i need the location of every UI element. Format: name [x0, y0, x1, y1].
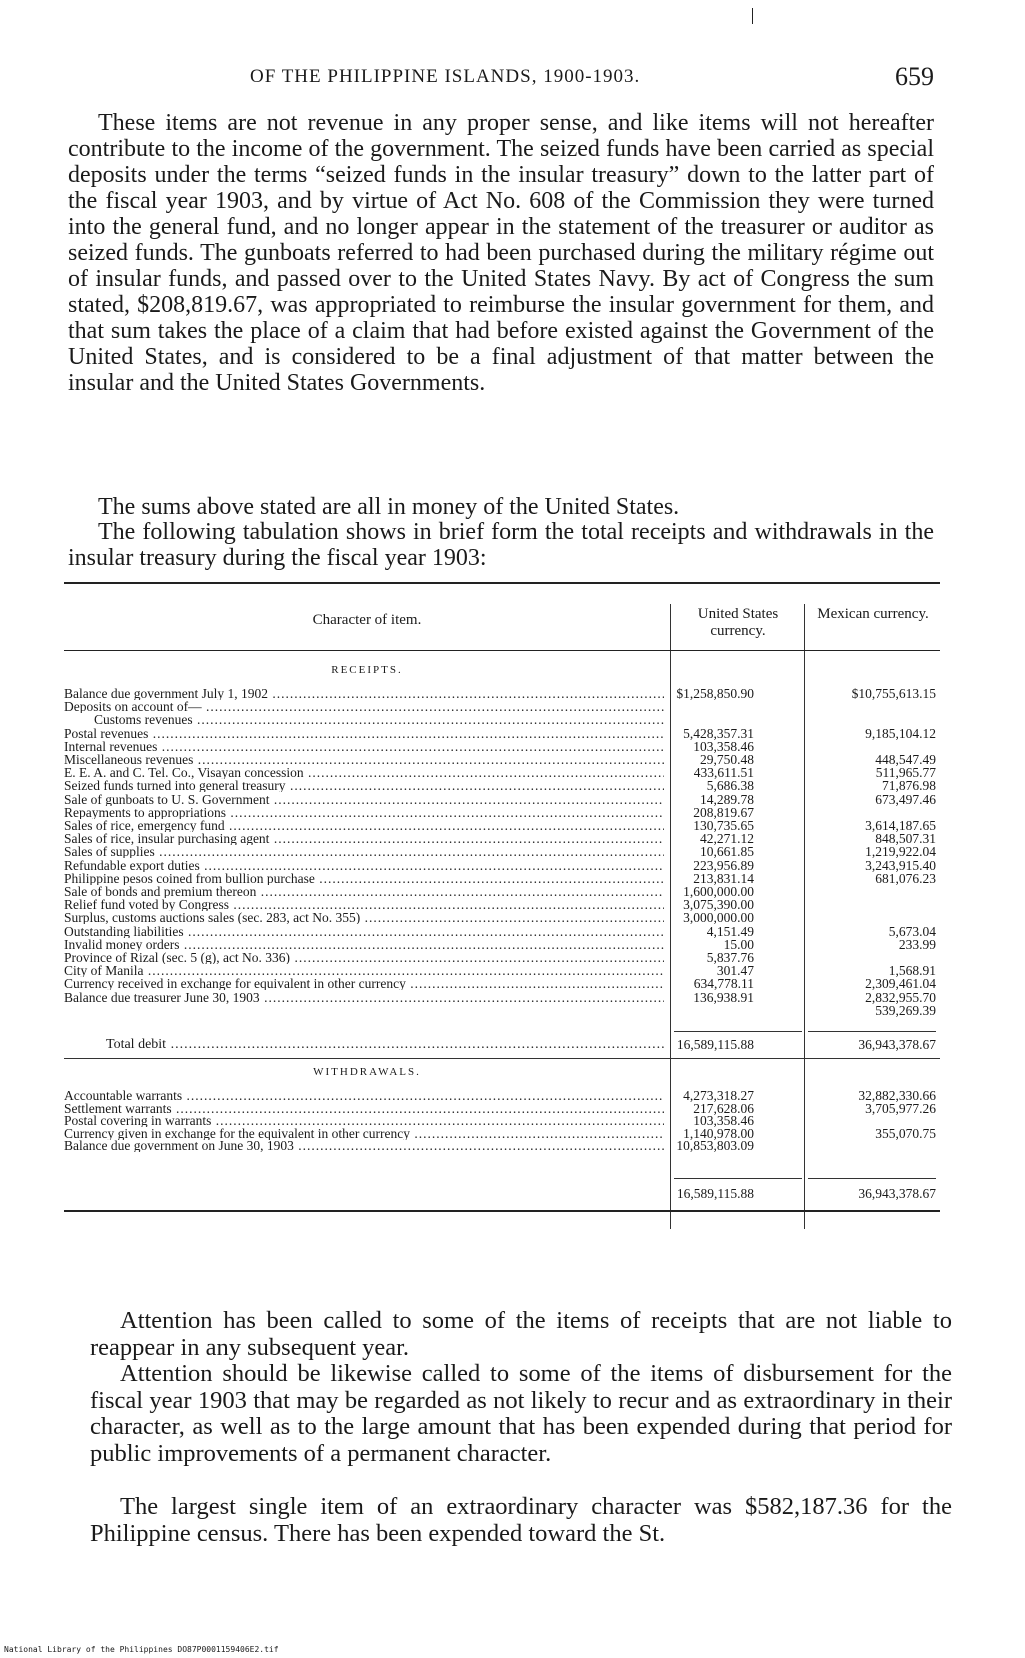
table-row — [64, 923, 940, 939]
table-row — [64, 820, 940, 832]
row-usd-value: 29,750.48 — [700, 752, 754, 767]
withdrawals-label: WITHDRAWALS. — [313, 1066, 421, 1078]
debit-rule-mex — [808, 1031, 936, 1032]
row-usd-value: 433,611.51 — [693, 765, 754, 781]
table-row — [64, 912, 940, 924]
paragraph-sums-stated: The sums above stated are all in money of the United States. — [98, 494, 680, 520]
row-label: Sales of rice, insular purchasing agent ..... — [64, 833, 664, 845]
row-label: Settlement warrants ..... — [64, 1103, 664, 1115]
row-label: Deposits on account of— ..... — [64, 701, 664, 713]
row-label: Outstanding liabilities ..... — [64, 926, 664, 938]
row-mex-value: 233.99 — [898, 936, 936, 952]
row-label: Sales of supplies ..... — [64, 846, 664, 858]
table-row — [64, 846, 940, 858]
table-row — [64, 886, 940, 898]
row-label: Sale of gunboats to U. S. Government ..... — [64, 794, 664, 806]
scan-mark — [752, 8, 753, 24]
row-mex-value: 3,705,977.26 — [865, 1100, 936, 1116]
row-mex-value: 673,497.46 — [875, 791, 936, 807]
table-row — [64, 857, 940, 873]
treasury-table — [64, 582, 940, 1270]
row-usd-value: 10,853,803.09 — [676, 1138, 754, 1153]
page-header — [70, 62, 940, 96]
row-label: Sale of bonds and premium thereon ..... — [64, 886, 664, 898]
table-row — [64, 952, 940, 964]
row-mex-value: 681,076.23 — [875, 870, 936, 886]
row-mex-value: 448,547.49 — [875, 752, 936, 767]
row-usd-value: $1,258,850.90 — [676, 686, 754, 701]
table-row — [64, 791, 940, 807]
row-label: Philippine pesos coined from bullion purchase ..... — [64, 873, 664, 885]
table-row — [64, 688, 940, 700]
row-label: Province of Rizal (sec. 5 (g), act No. 336) ..... — [64, 952, 664, 964]
row-mex-value: 848,507.31 — [875, 831, 936, 847]
row-mex-value: 32,882,330.66 — [858, 1088, 936, 1103]
debit-bottom-rule — [64, 1058, 940, 1059]
row-mex-value: 2,832,955.70 — [865, 989, 936, 1005]
row-usd-value: 217,628.06 — [693, 1100, 754, 1116]
row-label: Customs revenues ..... — [94, 714, 664, 726]
table-row — [64, 701, 940, 713]
row-label: Balance due treasurer June 30, 1903 ..... — [64, 992, 664, 1004]
row-usd-value: 213,831.14 — [693, 870, 754, 886]
row-label: Sales of rice, emergency fund ..... — [64, 820, 664, 832]
table-row — [64, 1125, 940, 1141]
row-mex-value: 9,185,104.12 — [865, 725, 936, 741]
table-bottom-rule — [64, 1210, 940, 1212]
row-mex-value: 3,243,915.40 — [865, 857, 936, 873]
table-row — [64, 965, 940, 977]
table-row — [64, 1140, 940, 1152]
page-number: 659 — [895, 62, 934, 91]
table-row — [64, 1090, 940, 1102]
row-usd-value: 634,778.11 — [693, 976, 754, 992]
row-mex-value: $10,755,613.15 — [851, 686, 936, 701]
table-row — [64, 804, 940, 820]
row-usd-value: 5,428,357.31 — [683, 725, 754, 741]
row-usd-value: 3,075,390.00 — [683, 897, 754, 913]
credit-rule-usd — [674, 1178, 802, 1179]
debit-rule-usd — [674, 1031, 802, 1032]
row-usd-value: 130,735.65 — [693, 818, 754, 833]
table-row — [64, 767, 940, 779]
receipts-label: RECEIPTS. — [331, 664, 403, 676]
row-label: City of Manila ..... — [64, 965, 664, 977]
row-mex-value: 2,309,461.04 — [865, 976, 936, 992]
row-usd-value: 103,358.46 — [693, 1113, 754, 1128]
row-mex-value: 71,876.98 — [882, 778, 936, 794]
paragraph-disbursement-attention: Attention should be likewise called to some of the items of disbursement for the fiscal year 1903 that may be regarded as not likely to recur and as extraordinary in their character, as well as to the large amount that has been expended during that period for public improvements of a permanent character. — [90, 1360, 952, 1467]
row-label: Currency given in exchange for the equivalent in other currency ..... — [64, 1128, 664, 1140]
paragraph-receipts-attention: Attention has been called to some of the items of receipts that are not liable to reappear in any subsequent year. — [90, 1307, 952, 1361]
header-item: Character of item. — [312, 612, 422, 628]
row-usd-value: 301.47 — [716, 963, 754, 979]
row-label: Miscellaneous revenues ..... — [64, 754, 664, 766]
row-label: Balance due government on June 30, 1903 ..... — [64, 1140, 664, 1152]
row-usd-value: 103,358.46 — [693, 738, 754, 754]
table-row — [64, 833, 940, 845]
row-label: E. E. A. and C. Tel. Co., Visayan concession ..... — [64, 767, 664, 779]
paragraph-tabulation-intro: The following tabulation shows in brief form the total receipts and withdrawals in the insular treasury during the fiscal year 1903: — [68, 519, 934, 571]
total-debit-mex: 36,943,378.67 — [858, 1037, 936, 1052]
table-row — [64, 1002, 940, 1018]
table-row — [64, 714, 940, 726]
paragraph-gunboats: These items are not revenue in any proper sense, and like items will not hereafter contribute to the income of the government. The seized funds have been carried as special deposits under the terms “seized funds in the insular treasury” down to the latter part of the fiscal year 1903, and by virtue of Act No. 608 of the Commission they were turned into the general fund, and no longer appear in the statement of the treasurer or auditor as seized funds. The gunboats referred to had been purchased during the military régime out of insular funds, and passed over to the United States Navy. By act of Congress the sum stated, $208,819.67, was appropriated to reimburse the insular government for them, and that sum takes the place of a claim that had before existed against the Government of the United States, and is considered to be a final adjustment of that matter between the insular and the United States Governments. — [68, 110, 934, 396]
scan-footer: National Library of the Philippines DO87P0001159406E2.tif — [4, 1645, 279, 1654]
row-label: Internal revenues ..... — [64, 741, 664, 753]
table-row — [64, 978, 940, 990]
table-row — [64, 754, 940, 766]
row-label: Accountable warrants ..... — [64, 1090, 664, 1102]
total-debit-label: Total debit ..... — [106, 1037, 666, 1053]
row-mex-value: 3,614,187.65 — [865, 818, 936, 833]
row-usd-value: 1,140,978.00 — [683, 1125, 754, 1141]
running-head: OF THE PHILIPPINE ISLANDS, 1900-1903. — [250, 66, 641, 87]
table-row — [64, 989, 940, 1005]
total-credit-mex: 36,943,378.67 — [858, 1186, 936, 1201]
table-row — [64, 899, 940, 911]
row-mex-value: 355,070.75 — [875, 1125, 936, 1141]
row-usd-value: 223,956.89 — [693, 857, 754, 873]
total-debit-usd: 16,589,115.88 — [676, 1037, 754, 1052]
row-label: Repayments to appropriations ..... — [64, 807, 664, 819]
header-rule — [64, 650, 940, 651]
table-row — [64, 780, 940, 792]
row-label: Surplus, customs auctions sales (sec. 283, act No. 355) ..... — [64, 912, 664, 924]
row-label: Balance due government July 1, 1902 ..... — [64, 688, 664, 700]
table-row — [64, 725, 940, 741]
table-row — [64, 1100, 940, 1116]
row-usd-value: 5,837.76 — [706, 950, 754, 965]
row-usd-value: 5,686.38 — [706, 778, 754, 794]
row-label: Currency received in exchange for equivalent in other currency ..... — [64, 978, 664, 990]
table-row — [64, 936, 940, 952]
row-mex-value: 1,219,922.04 — [865, 844, 936, 860]
row-usd-value: 208,819.67 — [693, 804, 754, 820]
row-label: Invalid money orders ..... — [64, 939, 664, 951]
header-usd: United States currency. — [697, 606, 779, 639]
row-usd-value: 4,273,318.27 — [683, 1088, 754, 1103]
total-debit-row — [64, 1037, 940, 1053]
credit-rule-mex — [808, 1178, 936, 1179]
table-row — [64, 1115, 940, 1127]
row-usd-value: 136,938.91 — [693, 989, 754, 1005]
table-top-rule — [64, 582, 940, 584]
row-usd-value: 10,661.85 — [700, 844, 754, 860]
row-mex-value: 1,568.91 — [888, 963, 936, 979]
total-credit-usd: 16,589,115.88 — [676, 1186, 754, 1201]
header-mex: Mexican currency. — [817, 606, 929, 622]
row-label: Refundable export duties ..... — [64, 860, 664, 872]
row-usd-value: 1,600,000.00 — [683, 884, 754, 899]
row-label: Seized funds turned into general treasury ..... — [64, 780, 664, 792]
row-mex-value: 511,965.77 — [875, 765, 936, 781]
row-label: Postal covering in warrants ..... — [64, 1115, 664, 1127]
row-label: Relief fund voted by Congress ..... — [64, 899, 664, 911]
paragraph-census: The largest single item of an extraordinary character was $582,187.36 for the Philippine census. There has been expended toward the St. — [90, 1493, 952, 1547]
total-credit-row — [64, 1186, 940, 1202]
row-mex-value: 539,269.39 — [875, 1002, 936, 1018]
table-row — [64, 870, 940, 886]
row-usd-value: 3,000,000.00 — [683, 910, 754, 926]
table-row — [64, 738, 940, 754]
row-usd-value: 4,151.49 — [706, 923, 754, 939]
row-label: Postal revenues ..... — [64, 728, 664, 740]
row-usd-value: 14,289.78 — [700, 791, 754, 807]
row-mex-value: 5,673.04 — [888, 923, 936, 939]
row-usd-value: 42,271.12 — [700, 831, 754, 847]
row-usd-value: 15.00 — [723, 936, 754, 952]
